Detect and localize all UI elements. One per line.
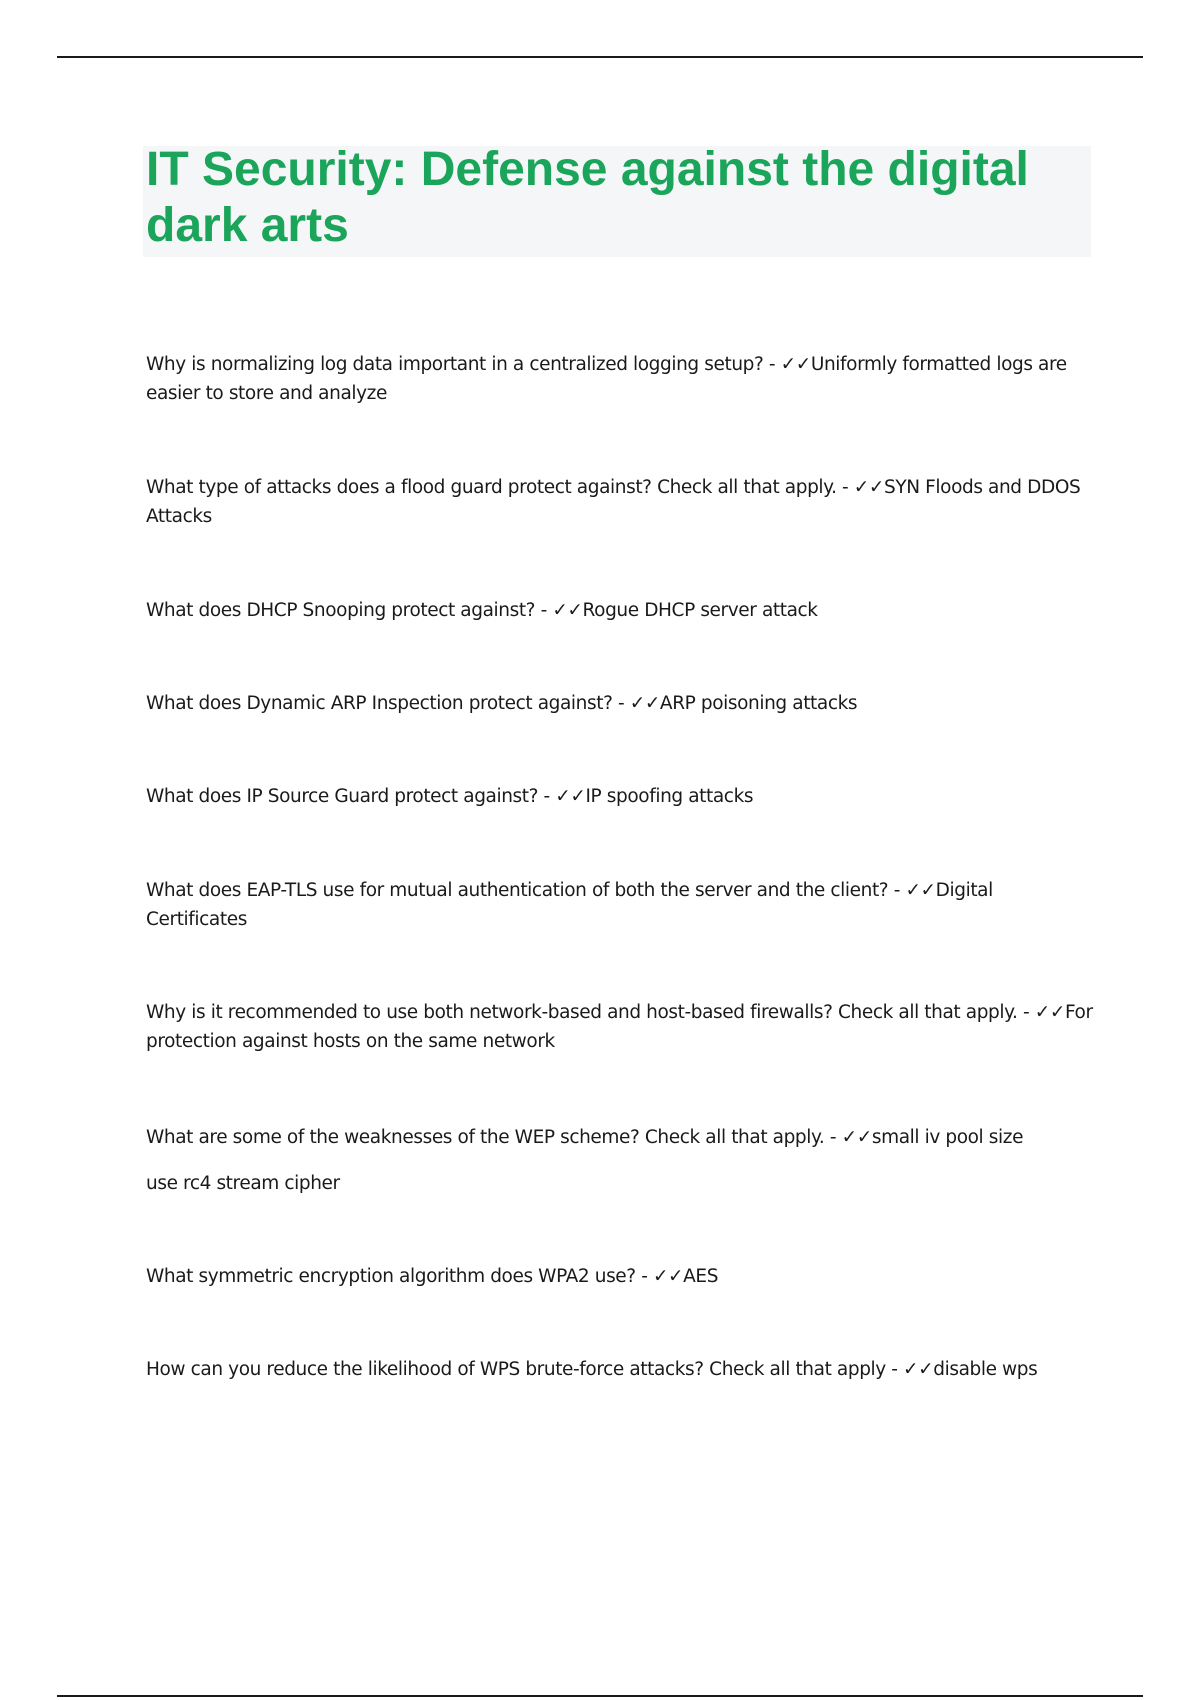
qa-text: Why is normalizing log data important in a centralized logging setup? - ✓✓Uniformly formatted logs are easier to store and analyze: [146, 354, 1067, 404]
qa-text: What are some of the weaknesses of the WEP scheme? Check all that apply. - ✓✓small iv pool size: [146, 1127, 1024, 1148]
qa-text: What symmetric encryption algorithm does WPA2 use? - ✓✓AES: [146, 1266, 719, 1287]
qa-text: What does DHCP Snooping protect against? - ✓✓Rogue DHCP server attack: [146, 600, 818, 621]
document-title: IT Security: Defense against the digital dark arts: [146, 143, 1029, 252]
qa-item-4: [146, 689, 1096, 718]
qa-text: Why is it recommended to use both network-based and host-based firewalls? Check all that apply. - ✓✓For protection against hosts on the same network: [146, 1002, 1093, 1052]
qa-item-8: [146, 1123, 1096, 1198]
qa-text: What does IP Source Guard protect against? - ✓✓IP spoofing attacks: [146, 786, 754, 807]
bottom-rule: [57, 1695, 1143, 1697]
qa-extra-text: use rc4 stream cipher: [146, 1173, 340, 1194]
qa-text: What does EAP-TLS use for mutual authentication of both the server and the client? - ✓✓Digital Certificates: [146, 880, 993, 930]
qa-item-5: [146, 782, 1096, 811]
qa-item-10: [146, 1355, 1096, 1384]
qa-item-3: [146, 596, 1096, 625]
qa-item-7: [146, 998, 1096, 1056]
qa-text: What does Dynamic ARP Inspection protect against? - ✓✓ARP poisoning attacks: [146, 693, 858, 714]
qa-item-1: [146, 350, 1096, 408]
top-rule: [57, 56, 1143, 58]
qa-text: What type of attacks does a flood guard protect against? Check all that apply. - ✓✓SYN Floods and DDOS Attacks: [146, 477, 1081, 527]
qa-item-9: [146, 1262, 1096, 1291]
qa-text: How can you reduce the likelihood of WPS brute-force attacks? Check all that apply - ✓✓disable wps: [146, 1359, 1038, 1380]
qa-item-6: [146, 876, 1096, 934]
qa-item-2: [146, 473, 1096, 531]
